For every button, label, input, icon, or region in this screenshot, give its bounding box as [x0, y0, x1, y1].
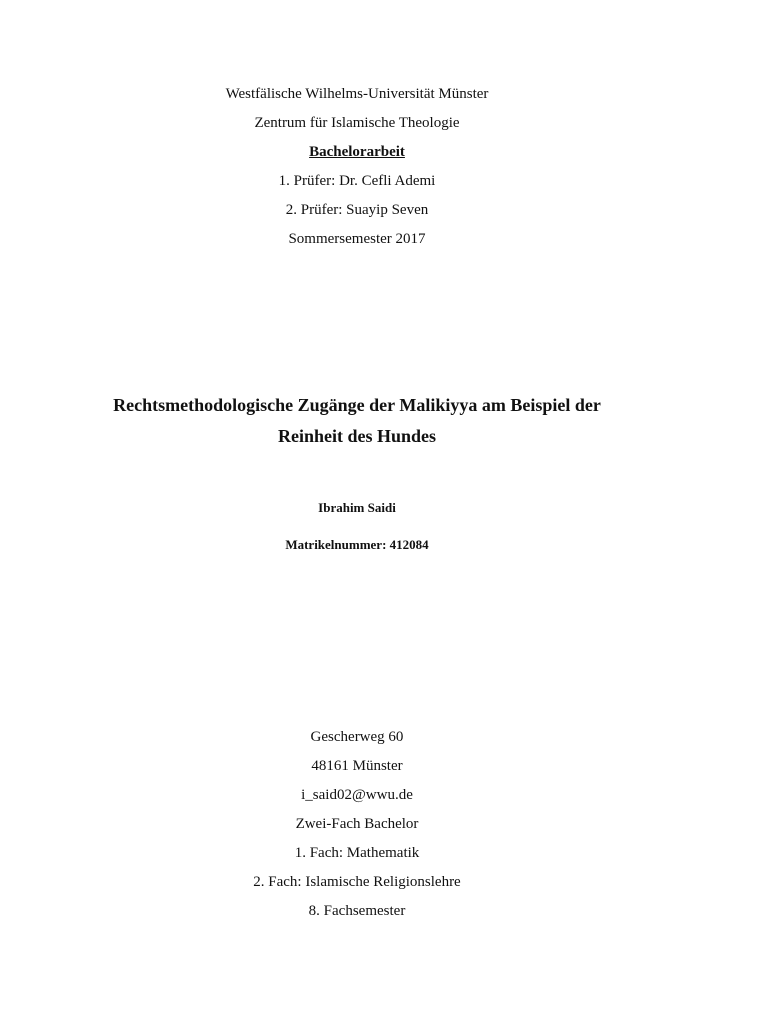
author-name: Ibrahim Saidi	[318, 500, 396, 515]
thesis-title-line-1: Rechtsmethodologische Zugänge der Malikiyya am Beispiel der	[113, 395, 601, 415]
university-name: Westfälische Wilhelms-Universität Münster	[225, 86, 489, 102]
thesis-title-line-2: Reinheit des Hundes	[277, 426, 437, 446]
matriculation-number: Matrikelnummer: 412084	[285, 537, 429, 552]
first-examiner: 1. Prüfer: Dr. Cefli Ademi	[278, 173, 436, 189]
first-subject: 1. Fach: Mathematik	[294, 845, 420, 861]
center-name: Zentrum für Islamische Theologie	[254, 115, 460, 131]
thesis-type: Bachelorarbeit	[309, 144, 405, 160]
second-examiner: 2. Prüfer: Suayip Seven	[285, 202, 429, 218]
semester: Sommersemester 2017	[288, 231, 426, 247]
degree-program: Zwei-Fach Bachelor	[295, 816, 419, 832]
email-address: i_said02@wwu.de	[301, 787, 413, 803]
second-subject: 2. Fach: Islamische Religionslehre	[253, 874, 461, 890]
address-street: Gescherweg 60	[310, 729, 404, 745]
semester-count: 8. Fachsemester	[308, 903, 406, 919]
address-city: 48161 Münster	[311, 758, 403, 774]
